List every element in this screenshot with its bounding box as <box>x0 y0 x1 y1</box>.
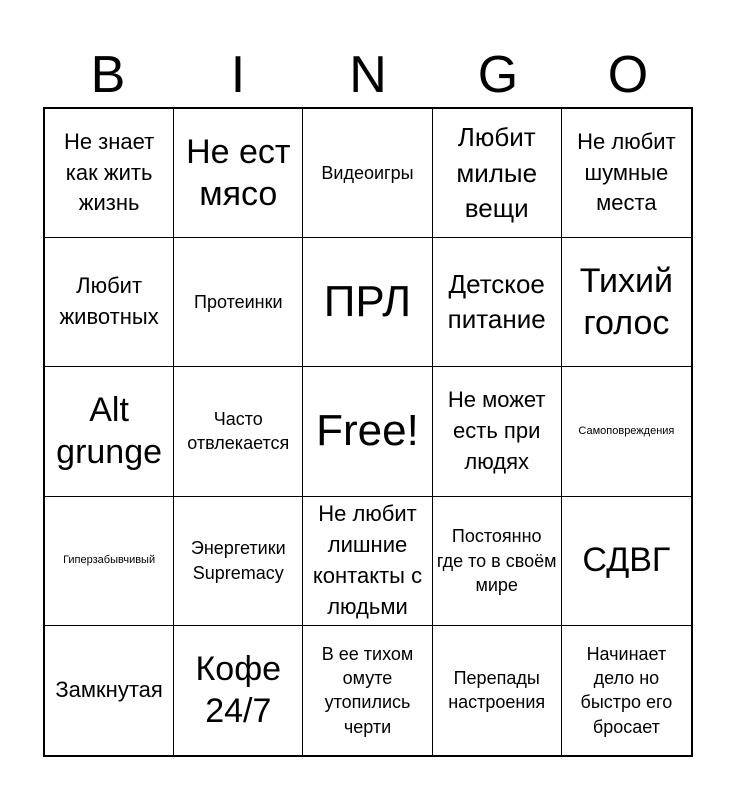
header-letter-i: I <box>230 46 246 104</box>
bingo-cell[interactable]: Видеоигры <box>303 109 432 238</box>
bingo-cell[interactable]: Не знает как жить жизнь <box>45 109 174 238</box>
header-letter-g: G <box>477 46 519 104</box>
bingo-cell[interactable]: Энергетики Supremacy <box>174 497 303 626</box>
bingo-cell[interactable]: Не любит шумные места <box>562 109 691 238</box>
bingo-cell[interactable]: Alt grunge <box>45 367 174 496</box>
bingo-cell[interactable]: Гиперзабывчивый <box>45 497 174 626</box>
bingo-grid <box>43 107 693 757</box>
bingo-cell[interactable]: ПРЛ <box>303 238 432 367</box>
bingo-cell[interactable]: Перепады настроения <box>433 626 562 755</box>
bingo-cell[interactable]: Любит милые вещи <box>433 109 562 238</box>
bingo-cell[interactable]: Постоянно где то в своём мире <box>433 497 562 626</box>
header-letter-o: O <box>607 46 649 104</box>
bingo-cell[interactable]: Часто отвлекается <box>174 367 303 496</box>
bingo-cell[interactable]: Кофе 24/7 <box>174 626 303 755</box>
header-letter-b: B <box>90 46 126 104</box>
bingo-cell[interactable]: Тихий голос <box>562 238 691 367</box>
bingo-cell[interactable]: Начинает дело но быстро его бросает <box>580 643 673 737</box>
bingo-cell[interactable]: Любит животных <box>45 238 174 367</box>
free-space-cell[interactable]: Free! <box>303 367 432 496</box>
bingo-cell[interactable]: Самоповреждения <box>562 367 691 496</box>
bingo-cell[interactable]: Протеинки <box>174 238 303 367</box>
bingo-cell[interactable]: Не может есть при людях <box>433 367 562 496</box>
bingo-cell[interactable]: Детское питание <box>433 238 562 367</box>
bingo-cell[interactable]: Не любит лишние контакты с людьми <box>303 497 432 626</box>
bingo-cell[interactable]: В ее тихом омуте утопились черти <box>303 626 432 755</box>
bingo-cell[interactable]: СДВГ <box>562 497 691 626</box>
bingo-cell[interactable]: Не ест мясо <box>174 109 303 238</box>
header-letter-n: N <box>349 46 387 104</box>
bingo-header <box>43 42 693 108</box>
bingo-cell[interactable]: Замкнутая <box>45 626 174 755</box>
